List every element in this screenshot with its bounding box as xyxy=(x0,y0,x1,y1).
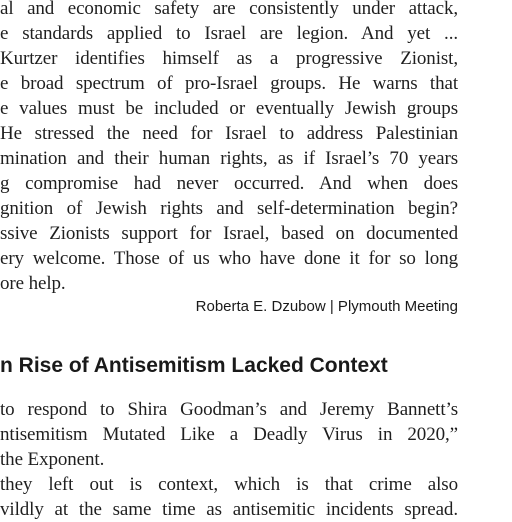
body-text-line: e standards applied to Israel are legion. And yet ... xyxy=(0,23,458,44)
body-text-line: to respond to Shira Goodman’s and Jeremy Bannett’s xyxy=(0,399,458,420)
body-text-line: ssive Zionists support for Israel, based on documented xyxy=(0,223,458,244)
body-text-line: g compromise had never occurred. And when does xyxy=(0,173,458,194)
body-text-line: they left out is context, which is that crime also xyxy=(0,474,458,495)
body-text-line: ore help. xyxy=(0,273,66,294)
body-text-line: e broad spectrum of pro-Israel groups. He warns that xyxy=(0,73,458,94)
body-text-line: mination and their human rights, as if Israel’s 70 years xyxy=(0,148,458,169)
body-text-line: vildly at the same time as antisemitic incidents spread. xyxy=(0,499,458,520)
letter-headline: n Rise of Antisemitism Lacked Context xyxy=(0,354,388,377)
body-text-line: Kurtzer identifies himself as a progressive Zionist, xyxy=(0,48,458,69)
body-text-line: ery welcome. Those of us who have done it for so long xyxy=(0,248,458,269)
letter-signature: Roberta E. Dzubow | Plymouth Meeting xyxy=(195,298,458,315)
body-text-line: gnition of Jewish rights and self-determination begin? xyxy=(0,198,458,219)
body-text-line: He stressed the need for Israel to address Palestinian xyxy=(0,123,458,144)
body-text-line: the Exponent. xyxy=(0,449,105,470)
body-text-line: ntisemitism Mutated Like a Deadly Virus in 2020,” xyxy=(0,424,458,445)
body-text-line: al and economic safety are consistently under attack, xyxy=(0,0,458,19)
body-text-line: e values must be included or eventually Jewish groups xyxy=(0,98,458,119)
